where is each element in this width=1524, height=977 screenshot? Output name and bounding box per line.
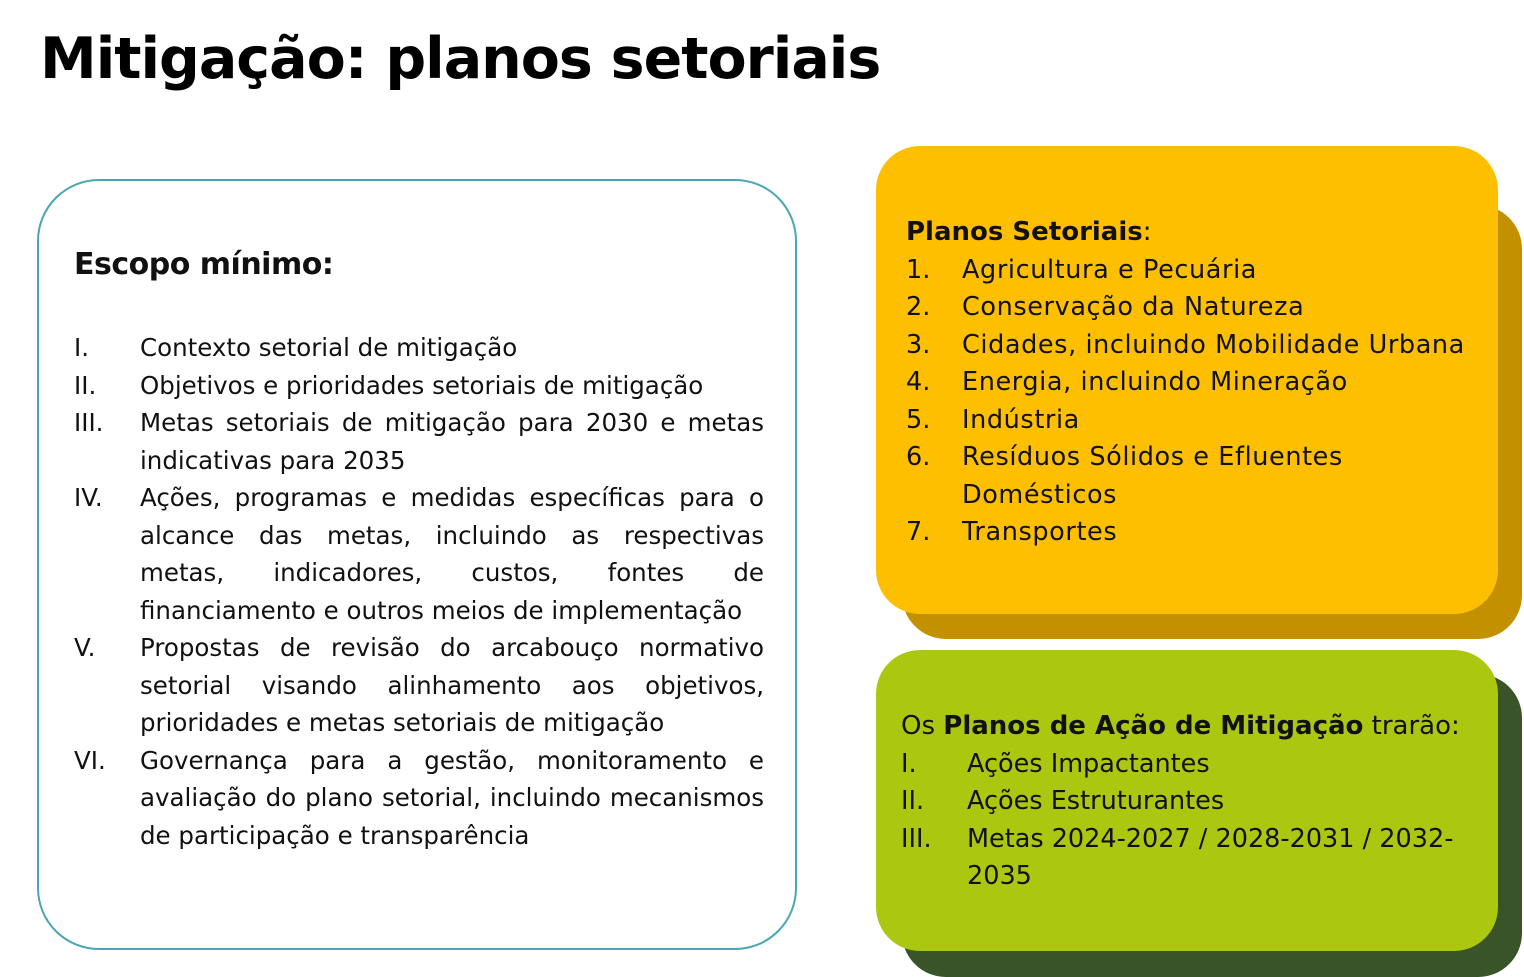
sectors-heading-suffix: : (1142, 217, 1152, 247)
list-item-text: Ações Impactantes (967, 748, 1210, 779)
list-item (906, 289, 1486, 327)
sectors-panel (876, 146, 1498, 614)
list-item-text: Conservação da Natureza (962, 292, 1305, 322)
list-item (74, 367, 764, 405)
list-item (74, 742, 764, 855)
list-item-text: Ações Estruturantes (967, 786, 1225, 816)
sectors-heading-bold: Planos Setoriais (906, 217, 1143, 247)
action-plans-heading-bold: Planos de Ação de Mitigação (943, 711, 1364, 741)
scope-list (74, 329, 764, 854)
list-item-number: III. (901, 823, 932, 854)
list-item-text: Energia, incluindo Mineração (962, 367, 1348, 397)
scope-panel (37, 179, 797, 950)
list-item-number: II. (74, 370, 97, 400)
list-item-number: I. (901, 748, 917, 779)
list-item-text: Objetivos e prioridades setoriais de mitigação (140, 370, 704, 400)
action-plans-heading-suffix: trarão: (1363, 711, 1460, 741)
list-item-text: Ações, programas e medidas específicas para o alcance das metas, incluindo as respectivas metas, indicadores, custos, fontes de financiamento e outros meios de implementação (140, 483, 764, 625)
list-item (906, 514, 1486, 552)
list-item-number: IV. (74, 483, 103, 512)
action-plans-panel (876, 650, 1498, 951)
list-item (906, 402, 1486, 440)
list-item-text: Transportes (962, 517, 1118, 547)
scope-heading: Escopo mínimo: (74, 247, 334, 282)
list-item-number: 6. (906, 442, 931, 472)
list-item-text: Metas setoriais de mitigação para 2030 e metas indicativas para 2035 (140, 408, 764, 475)
list-item (901, 821, 1486, 896)
list-item-text: Propostas de revisão do arcabouço normativo setorial visando alinhamento aos objetivos, prioridades e metas setoriais de mitigação (140, 633, 764, 737)
action-plans-heading (901, 708, 1486, 746)
list-item-text: Contexto setorial de mitigação (140, 333, 518, 362)
list-item (74, 329, 764, 367)
list-item-number: II. (901, 786, 925, 816)
list-item-number: I. (74, 333, 90, 362)
list-item-text: Metas 2024-2027 / 2028-2031 / 2032-2035 (967, 823, 1454, 891)
list-item-number: 3. (906, 329, 931, 360)
action-plans-heading-prefix: Os (901, 711, 944, 741)
list-item-text: Agricultura e Pecuária (962, 254, 1257, 285)
list-item-number: 5. (906, 404, 931, 435)
list-item-text: Cidades, incluindo Mobilidade Urbana (962, 329, 1465, 360)
list-item (906, 364, 1486, 402)
list-item-text: Governança para a gestão, monitoramento e avaliação do plano setorial, incluindo mecanismos de participação e transparência (140, 745, 764, 850)
list-item (901, 783, 1486, 821)
list-item-text: Resíduos Sólidos e Efluentes Domésticos (962, 442, 1343, 510)
list-item (74, 629, 764, 742)
action-plans-list (901, 746, 1486, 896)
list-item-number: VI. (74, 745, 106, 775)
list-item (906, 252, 1486, 290)
list-item (906, 327, 1486, 365)
list-item-text: Indústria (962, 404, 1080, 435)
sectors-heading (906, 214, 1486, 252)
sectors-list (906, 252, 1486, 552)
list-item (74, 479, 764, 629)
list-item (906, 439, 1486, 514)
list-item-number: 7. (906, 517, 931, 547)
list-item-number: III. (74, 408, 104, 437)
action-plans-content (901, 708, 1486, 896)
page-title: Mitigação: planos setoriais (40, 26, 881, 92)
list-item (901, 746, 1486, 784)
list-item-number: 2. (906, 292, 931, 322)
list-item-number: 4. (906, 367, 931, 397)
list-item-number: 1. (906, 254, 931, 285)
list-item (74, 404, 764, 479)
sectors-content (906, 214, 1486, 552)
list-item-number: V. (74, 633, 96, 662)
